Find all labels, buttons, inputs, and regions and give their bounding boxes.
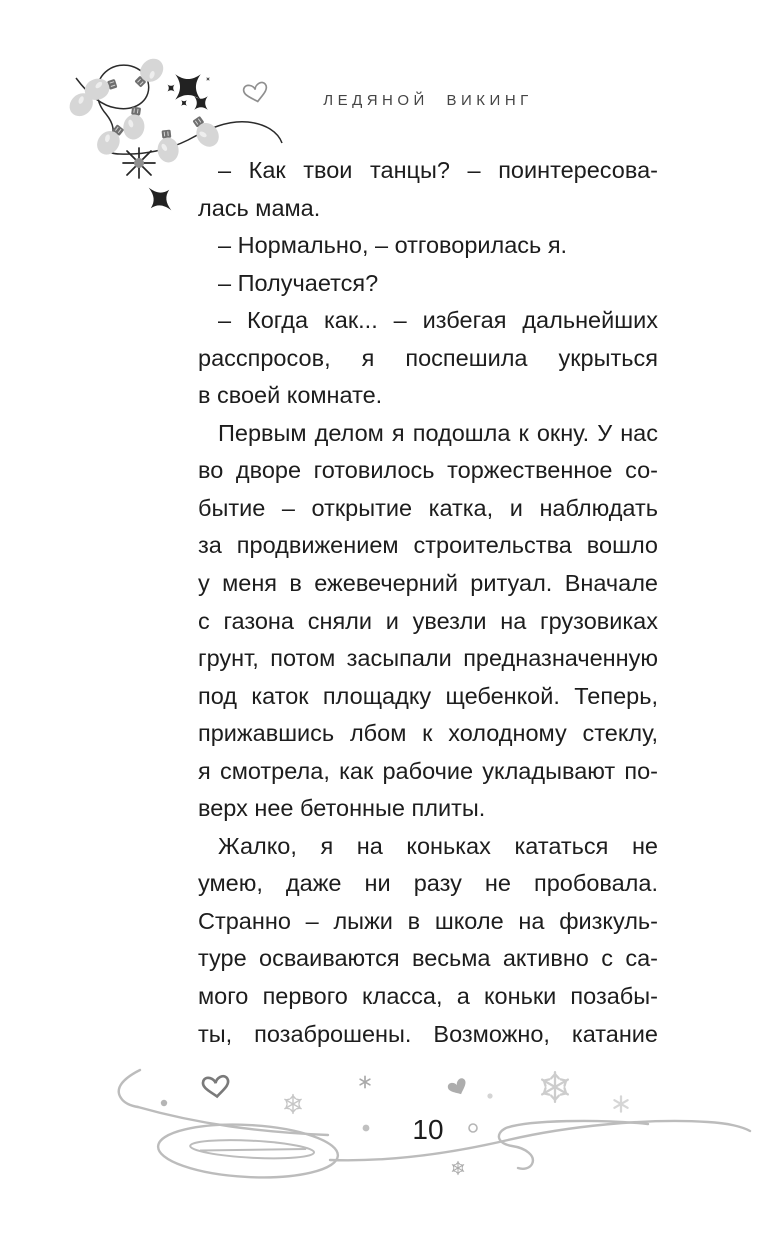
- page-number: 10: [412, 1114, 444, 1145]
- text-line: с газона сняли и увезли на грузовиках: [198, 607, 658, 634]
- bulb-icon: [188, 112, 224, 151]
- text-line: за продвижением строительства вошло: [198, 532, 658, 559]
- text-line: Первым делом я подошла к окну. У нас: [218, 419, 658, 446]
- paragraph: [198, 415, 658, 828]
- text-line: грунт, потом засыпали предназначенную: [198, 645, 658, 672]
- text-line: ты, позаброшены. Возможно, катание: [198, 1020, 658, 1047]
- text-line: – Нормально, – отговорилась я.: [218, 232, 568, 259]
- text-line: – Как твои танцы? – поинтересова-: [218, 157, 658, 183]
- cross-sparkle-icon: [139, 178, 180, 219]
- text-line: – Когда как... – избегая дальнейших: [218, 307, 658, 334]
- body-text: [198, 152, 658, 1053]
- text-line: мого первого класса, а коньки позабы-: [198, 983, 658, 1010]
- snowflake-icon: [540, 1072, 570, 1102]
- text-line: туре осваиваются весьма активно с са-: [198, 945, 658, 972]
- heart-icon: [447, 1077, 470, 1098]
- sparkle-star-icon: [178, 97, 189, 108]
- text-line: Странно – лыжи в школе на физкуль-: [198, 907, 658, 934]
- text-line: умею, даже ни разу не пробовала.: [198, 870, 658, 897]
- paragraph: [198, 828, 658, 1053]
- text-line: бытие – открытие катка, и наблюдать: [198, 494, 658, 521]
- text-line: верх нее бетонные плиты.: [198, 795, 486, 822]
- text-line: в своей комнате.: [198, 382, 383, 409]
- paragraph: [198, 227, 658, 265]
- bulb-icon: [156, 129, 180, 164]
- text-line: лась мама.: [198, 194, 321, 221]
- text-line: – Получается?: [218, 269, 379, 296]
- text-line: у меня в ежевечерний ритуал. Вначале: [198, 570, 658, 597]
- sparkle-star-icon: [204, 75, 211, 82]
- heart-outline-icon: [202, 1076, 229, 1098]
- paragraph: [198, 302, 658, 415]
- text-line: Жалко, я на коньках кататься не: [218, 832, 658, 859]
- paragraph: [198, 265, 658, 303]
- starburst-icon: [123, 148, 155, 178]
- running-title: ЛЕДЯНОЙ ВИКИНГ: [323, 92, 533, 109]
- text-line: под каток площадку щебенкой. Теперь,: [198, 682, 658, 709]
- text-line: прижавшись лбом к холодному стеклу,: [198, 720, 658, 747]
- sparkle-icon: [614, 1096, 627, 1111]
- dot-icon: [487, 1093, 492, 1098]
- paragraph: [198, 152, 658, 227]
- snowflake-icon: [284, 1095, 303, 1114]
- text-line: расспросов, я поспешила укрыться: [198, 344, 658, 371]
- text-line: во дворе готовилось торжественное со-: [198, 457, 658, 484]
- text-line: я смотрела, как рабочие укладывают по-: [198, 757, 658, 784]
- sparkle-star-icon: [164, 81, 178, 95]
- snowflake-icon: [451, 1161, 464, 1174]
- bulb-icon: [122, 106, 147, 141]
- dot-icon: [161, 1100, 167, 1106]
- sparkle-icon: [360, 1076, 370, 1087]
